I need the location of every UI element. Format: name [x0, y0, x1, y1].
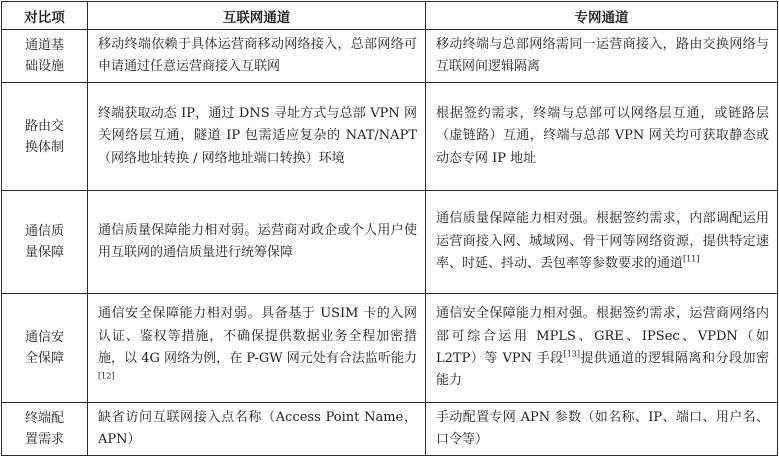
citation-ref: [12]	[98, 372, 115, 382]
comparison-table	[1, 1, 778, 456]
row-label: 路由交 换体制	[2, 83, 88, 191]
table-row	[2, 83, 778, 191]
private-cell: 手动配置专网 APN 参数（如名称、IP、端口、用户名、口令等）	[426, 403, 778, 456]
table-row	[2, 30, 778, 83]
private-cell: 根据签约需求，终端与总部可以网络层互通，或链路层（虚链路）互通，终端与总部 VPN 网关均可获取静态或动态专网 IP 地址	[426, 83, 778, 191]
internet-cell: 缺省访问互联网接入点名称（Access Point Name，APN）	[88, 403, 426, 456]
private-cell: 通信质量保障能力相对强。根据签约需求，内部调配运用运营商接入网、城域网、骨干网等网络资源，提供特定速率、时延、抖动、丢包率等参数要求的通道[11]	[426, 191, 778, 294]
row-label: 通信质 量保障	[2, 191, 88, 294]
citation-ref: [11]	[683, 254, 700, 264]
citation-ref: [13]	[563, 349, 581, 359]
header-row	[2, 2, 778, 30]
private-cell: 通信安全保障能力相对强。根据签约需求，运营商网络内部可综合运用 MPLS、GRE、IPSec、VPDN（如 L2TP）等 VPN 手段[13]提供通道的逻辑隔离和分段加密能力	[426, 294, 778, 403]
row-label: 通信安 全保障	[2, 294, 88, 403]
header-private-channel: 专网通道	[426, 2, 778, 30]
header-internet-channel: 互联网通道	[88, 2, 426, 30]
internet-cell: 终端获取动态 IP，通过 DNS 寻址方式与总部 VPN 网关网络层互通，隧道 IP 包需适应复杂的 NAT/NAPT（网络地址转换 / 网络地址端口转换）环境	[88, 83, 426, 191]
internet-cell: 通信安全保障能力相对弱。具备基于 USIM 卡的入网认证、鉴权等措施，不确保提供数据业务全程加密措施，以 4G 网络为例，在 P-GW 网元处有合法监听能力[12]	[88, 294, 426, 403]
internet-cell: 移动终端依赖于具体运营商移动网络接入，总部网络可申请通过任意运营商接入互联网	[88, 30, 426, 83]
internet-cell: 通信质量保障能力相对弱。运营商对政企或个人用户使用互联网的通信质量进行统筹保障	[88, 191, 426, 294]
private-cell: 移动终端与总部网络需同一运营商接入，路由交换网络与互联网间逻辑隔离	[426, 30, 778, 83]
header-item: 对比项	[2, 2, 88, 30]
row-label: 终端配 置需求	[2, 403, 88, 456]
row-label: 通道基 础设施	[2, 30, 88, 83]
table-row	[2, 403, 778, 456]
table-row	[2, 191, 778, 294]
table-row	[2, 294, 778, 403]
